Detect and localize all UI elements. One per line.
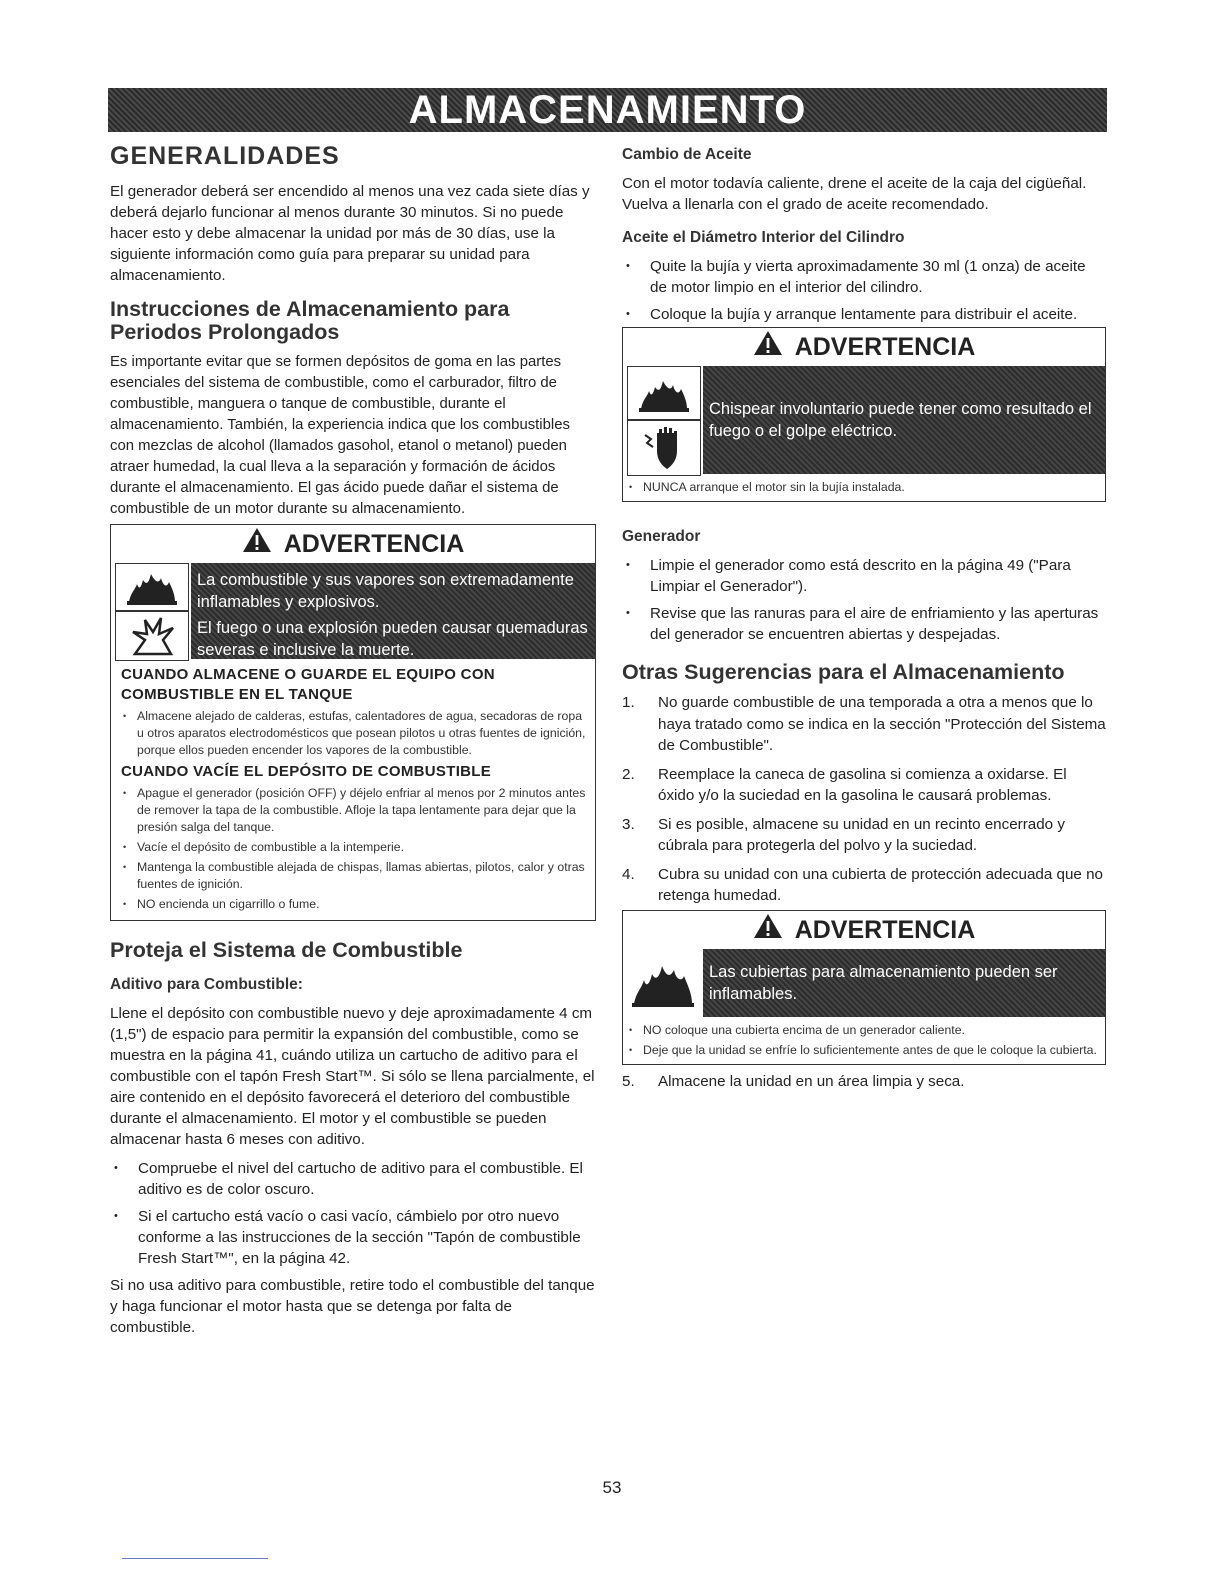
hazard-text bbox=[191, 563, 595, 659]
otras-list-continued bbox=[622, 1071, 1106, 1093]
warning-header bbox=[111, 525, 595, 563]
page-number: 53 bbox=[602, 1478, 622, 1497]
instrucciones-heading: Instrucciones de Almacenamiento para Periodos Prolongados bbox=[110, 297, 510, 344]
warning-triangle-icon bbox=[753, 912, 783, 950]
warning-subheading-store: CUANDO ALMACENE O GUARDE EL EQUIPO CON COMBUSTIBLE EN EL TANQUE bbox=[121, 666, 495, 703]
left-column bbox=[110, 140, 596, 1338]
hazard-text-1: Chispear involuntario puede tener como resultado el fuego o el golpe eléctrico. bbox=[709, 400, 1092, 440]
otras-list bbox=[622, 692, 1106, 907]
warning-subheading-empty: CUANDO VACÍE EL DEPÓSITO DE COMBUSTIBLE bbox=[121, 763, 492, 780]
banner-title: ALMACENAMIENTO bbox=[408, 88, 807, 132]
hazard-text bbox=[703, 366, 1105, 474]
hazard-text-1: Las cubiertas para almacenamiento pueden ser inflamables. bbox=[709, 962, 1058, 1003]
list-item: • Si el cartucho está vacío o casi vacío, cámbielo por otro nuevo conforme a las instrucciones de la sección "Tapón de combustible Fresh Start™", en la página 42. bbox=[110, 1206, 596, 1269]
instrucciones-text: Es importante evitar que se formen depósitos de goma en las partes esenciales del sistema de combustible, como el carburador, filtro de combustible, manguera o tanque de combustible, durante el almacenamiento. También, la experiencia indica que los combustibles con mezclas de alcohol (llamados gasohol, etanol o metanol) pueden atraer humedad, la cual lleva a la separación y formación de ácidos durante el almacenamiento. El gas ácido puede dañar el sistema de combustible de un motor durante su almacenamiento. bbox=[110, 354, 570, 517]
electric-shock-icon bbox=[627, 420, 701, 476]
footer-divider bbox=[122, 1558, 268, 1559]
list-item: • Mantenga la combustible alejada de chispas, llamas abiertas, pilotos, calor y otras fuentes de ignición. bbox=[117, 859, 589, 893]
generador-heading: Generador bbox=[622, 528, 701, 545]
cambio-heading: Cambio de Aceite bbox=[622, 146, 752, 163]
list-item: • NO encienda un cigarrillo o fume. bbox=[117, 896, 589, 913]
hazard-text-2: El fuego o una explosión pueden causar quemaduras severas e inclusive la muerte. bbox=[197, 619, 588, 659]
fire-icon bbox=[627, 366, 701, 420]
list-item: 3. Si es posible, almacene su unidad en un recinto encerrado y cúbrala para protegerla del polvo y la suciedad. bbox=[622, 815, 1065, 854]
proteja-text-2: Si no usa aditivo para combustible, retire todo el combustible del tanque y haga funcionar el motor hasta que se detenga por falta de combustible. bbox=[110, 1277, 595, 1336]
warning-header bbox=[623, 911, 1105, 949]
warning-title: ADVERTENCIA bbox=[283, 530, 465, 558]
list-item: • Apague el generador (posición OFF) y déjelo enfriar al menos por 2 minutos antes de remover la tapa de la combustible. Afloje la tapa lentamente para dejar que la presión salga del tanque. bbox=[117, 785, 589, 836]
cambio-text: Con el motor todavía caliente, drene el aceite de la caja del cigüeñal. Vuelva a llenarla con el grado de aceite recomendado. bbox=[622, 175, 1087, 213]
aditivo-subheading: Aditivo para Combustible: bbox=[110, 976, 303, 993]
warning-list-empty bbox=[117, 785, 589, 913]
warning-triangle-icon bbox=[753, 329, 783, 367]
fuel-warning-box bbox=[110, 524, 596, 921]
warning-list bbox=[623, 474, 1105, 501]
warning-triangle-icon bbox=[242, 526, 272, 564]
right-column bbox=[622, 140, 1106, 1099]
list-item: 2. Reemplace la caneca de gasolina si comienza a oxidarse. El óxido y/o la suciedad en la gasolina le causará problemas. bbox=[622, 765, 1067, 804]
list-item: 1. No guarde combustible de una temporada a otra a menos que lo haya tratado como se indica en la sección "Protección del Sistema de Combustible". bbox=[622, 694, 1106, 754]
warning-list-store bbox=[117, 708, 589, 759]
aceite-heading: Aceite el Diámetro Interior del Cilindro bbox=[622, 229, 905, 246]
list-item: • Limpie el generador como está descrito en la página 49 ("Para Limpiar el Generador"). bbox=[622, 555, 1106, 597]
hazard-panel bbox=[623, 366, 1105, 474]
list-item: • NO coloque una cubierta encima de un generador caliente. bbox=[623, 1022, 1101, 1039]
section-banner bbox=[108, 88, 1107, 132]
spark-warning-box bbox=[622, 327, 1106, 502]
hazard-text bbox=[703, 949, 1105, 1017]
list-item: 5. Almacene la unidad en un área limpia y seca. bbox=[622, 1072, 965, 1090]
list-item: • Vacíe el depósito de combustible a la intemperie. bbox=[117, 839, 589, 856]
proteja-heading: Proteja el Sistema de Combustible bbox=[110, 938, 463, 962]
generador-bullets bbox=[622, 555, 1106, 645]
list-item: • Compruebe el nivel del cartucho de aditivo para el combustible. El aditivo es de color oscuro. bbox=[110, 1158, 596, 1200]
list-item: 4. Cubra su unidad con una cubierta de protección adecuada que no retenga humedad. bbox=[622, 865, 1103, 904]
list-item: • Quite la bujía y vierta aproximadamente 30 ml (1 onza) de aceite de motor limpio en el interior del cilindro. bbox=[622, 256, 1106, 298]
warning-header bbox=[623, 328, 1105, 366]
proteja-bullets bbox=[110, 1158, 596, 1269]
generalidades-text: El generador deberá ser encendido al menos una vez cada siete días y deberá dejarlo funcionar al menos durante 30 minutos. Si no puede hacer esto y debe almacenar la unidad por más de 30 días, use la siguiente información como guía para preparar su unidad para almacenamiento. bbox=[110, 183, 590, 284]
list-item: • Coloque la bujía y arranque lentamente para distribuir el aceite. bbox=[622, 304, 1106, 325]
list-item: • Almacene alejado de calderas, estufas, calentadores de agua, secadoras de ropa u otros aparatos electrodomésticos que posean pilotos u otras fuentes de ignición, porque ellos pueden encender los vapores de la combustible. bbox=[117, 708, 589, 759]
warning-title: ADVERTENCIA bbox=[794, 333, 976, 361]
cover-warning-box bbox=[622, 910, 1106, 1065]
list-item: • NUNCA arranque el motor sin la bujía instalada. bbox=[623, 479, 1101, 496]
list-item: • Revise que las ranuras para el aire de enfriamiento y las aperturas del generador se encuentren abiertas y despejadas. bbox=[622, 603, 1106, 645]
aceite-bullets bbox=[622, 256, 1106, 325]
warning-title: ADVERTENCIA bbox=[794, 915, 976, 944]
fire-icon bbox=[115, 563, 189, 611]
explosion-icon bbox=[115, 611, 189, 661]
list-item: • Deje que la unidad se enfríe lo suficientemente antes de que le coloque la cubierta. bbox=[623, 1042, 1101, 1059]
otras-heading: Otras Sugerencias para el Almacenamiento bbox=[622, 660, 1065, 684]
hazard-text-1: La combustible y sus vapores son extremadamente inflamables y explosivos. bbox=[197, 571, 574, 611]
hazard-panel bbox=[623, 949, 1105, 1017]
warning-list bbox=[623, 1017, 1105, 1064]
generalidades-heading: GENERALIDADES bbox=[110, 142, 340, 170]
hazard-panel bbox=[111, 563, 595, 659]
proteja-text: Llene el depósito con combustible nuevo y deje aproximadamente 4 cm (1,5") de espacio para permitir la expansión del combustible, como se muestra en la página 41, cuándo utiliza un cartucho de aditivo para el combustible con el tapón Fresh Start™. Si sólo se llena parcialmente, el aire contenido en el depósito favorecerá el deterioro del combustible durante el almacenamiento. El motor y el combustible se pueden almacenar hasta 6 meses con aditivo. bbox=[110, 1005, 595, 1148]
fire-icon bbox=[627, 949, 699, 1017]
